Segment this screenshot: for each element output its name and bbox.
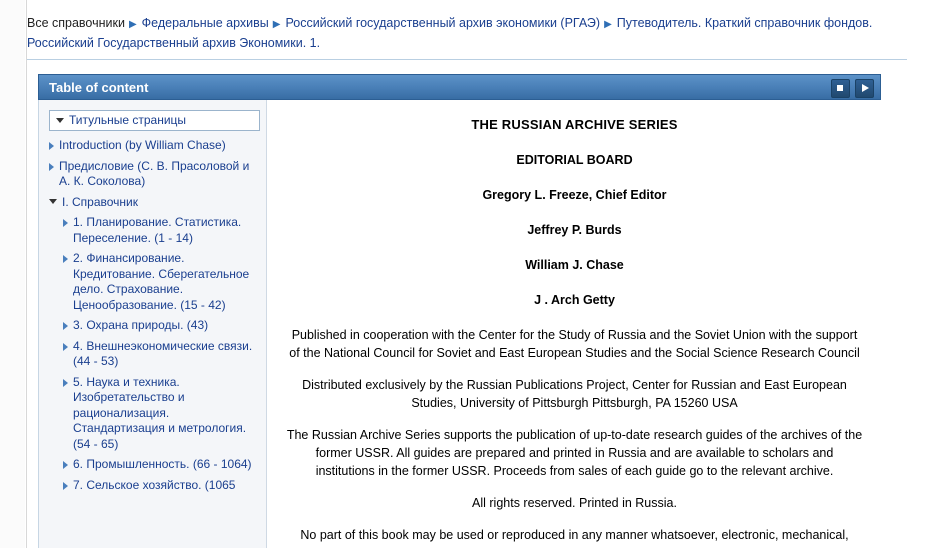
toc-item-label: 6. Промышленность. (66 - 1064) [73,457,252,471]
document-paragraph: The Russian Archive Series supports the publication of up-to-date research guides of the archives of the former USSR. All guides are prepared and printed in Russia and are available to scholars and institutions in the former USSR. Proceeds from sales of each guide go to the relevant archive. [286,428,863,478]
toc-item[interactable] [49,251,260,313]
toc-item[interactable] [49,215,260,246]
content-area [38,100,881,548]
breadcrumb-item-3[interactable]: Путеводитель. Краткий справочник фондов. Российский Государственный архив Экономики. 1. [27,16,873,50]
document-paragraphs [286,116,863,544]
chevron-right-icon [63,461,68,469]
document-paragraph: Jeffrey P. Burds [527,223,622,237]
chevron-right-icon [63,482,68,490]
table-of-content-title: Table of content [49,80,149,95]
breadcrumb-separator-icon: ▶ [128,19,137,30]
breadcrumb-item-2[interactable]: Российский государственный архив экономики (РГАЭ) [285,16,601,30]
toc-item[interactable] [49,159,260,190]
toc-item[interactable] [49,375,260,453]
toc-item-label: Introduction (by William Chase) [59,138,226,152]
toc-header-buttons [831,79,874,98]
breadcrumb [27,14,907,60]
document-paragraph: J . Arch Getty [534,293,615,307]
chevron-right-icon [63,379,68,387]
stop-icon[interactable] [831,79,850,98]
toc-item[interactable] [49,138,260,154]
chevron-down-icon [49,199,57,204]
toc-header-label: Титульные страницы [69,113,187,127]
chevron-right-icon [49,142,54,150]
breadcrumb-separator-icon: ▶ [272,19,281,30]
toc-item[interactable] [49,339,260,370]
table-of-content-header [38,74,881,100]
breadcrumb-separator-icon: ▶ [604,19,612,30]
chevron-right-icon [49,163,54,171]
table-of-contents[interactable] [39,100,267,548]
toc-item[interactable] [49,318,260,334]
left-gutter-fill [0,0,25,548]
chevron-right-icon [63,322,68,330]
toc-item-label: 1. Планирование. Статистика. Переселение. (1 - 14) [73,215,242,245]
document-paragraph: All rights reserved. Printed in Russia. [472,496,677,510]
toc-item-label: 3. Охрана природы. (43) [73,318,209,332]
breadcrumb-item-0[interactable]: Все справочники [27,16,125,30]
document-paragraph: THE RUSSIAN ARCHIVE SERIES [471,117,678,132]
document-body [268,100,881,548]
breadcrumb-item-1[interactable]: Федеральные архивы [141,16,269,30]
toc-item-label: 5. Наука и техника. Изобретательство и рационализация. Стандартизация и метрология. (54 - 65) [73,374,247,451]
toc-item-label: 2. Финансирование. Кредитование. Сберегательное дело. Страхование. Ценообразование. (15 - 42) [73,251,250,312]
toc-item[interactable] [49,457,260,473]
chevron-right-icon [63,255,68,263]
document-paragraph: William J. Chase [525,258,624,272]
chevron-down-icon [56,118,64,123]
toc-item-label: Предисловие (С. В. Прасоловой и А. К. Соколова) [59,158,250,188]
toc-item-label: 7. Сельское хозяйство. (1065 [73,477,236,492]
document-paragraph: Gregory L. Freeze, Chief Editor [482,188,667,202]
toc-item-list [49,138,260,493]
toc-item[interactable] [49,195,260,211]
chevron-right-icon [63,219,68,227]
left-gutter [0,0,27,548]
document-paragraph: No part of this book may be used or reproduced in any manner whatsoever, electronic, mechanical, [300,528,849,542]
document-paragraph: EDITORIAL BOARD [516,153,633,167]
chevron-right-icon [63,343,68,351]
document-paragraph: Published in cooperation with the Center for the Study of Russia and the Soviet Union with the support of the National Council for Soviet and East European Studies and the Social Science Research Council [289,328,860,360]
document-paragraph: Distributed exclusively by the Russian Publications Project, Center for Russian and East European Studies, University of Pittsburgh Pittsburgh, PA 15260 USA [302,378,847,410]
play-icon[interactable] [855,79,874,98]
toc-item-label: 4. Внешнеэкономические связи. (44 - 53) [73,338,253,368]
toc-item-label: I. Справочник [62,194,138,209]
toc-item[interactable] [49,478,260,494]
toc-section-title-pages[interactable] [49,110,260,131]
